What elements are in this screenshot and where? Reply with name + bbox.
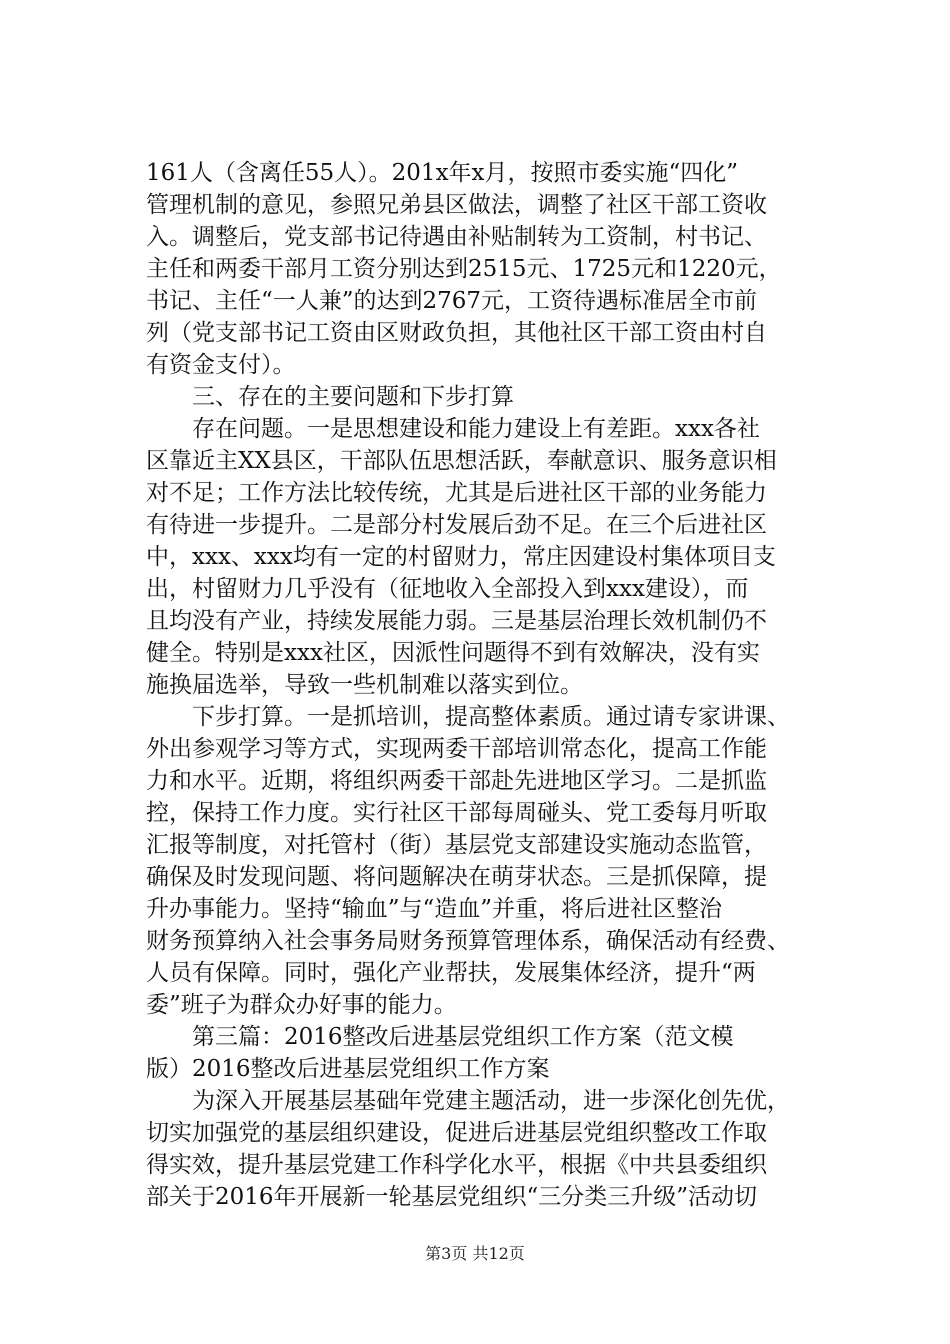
- text-line: 升办事能力。坚持“输血”与“造血”并重，将后进社区整治: [146, 896, 723, 922]
- text-line: 区靠近主XX县区，干部队伍思想活跃，奉献意识、服务意识相: [146, 448, 777, 474]
- text-line: 得实效，提升基层党建工作科学化水平，根据《中共县委组织: [146, 1152, 767, 1178]
- text-line: 存在问题。一是思想建设和能力建设上有差距。xxx各社: [146, 416, 760, 442]
- text-line: 书记、主任“一人兼”的达到2767元，工资待遇标准居全市前: [146, 288, 758, 314]
- text-line: 有待进一步提升。二是部分村发展后劲不足。在三个后进社区: [146, 512, 767, 538]
- text-line: 力和水平。近期，将组织两委干部赴先进地区学习。二是抓监: [146, 768, 767, 794]
- text-line: 管理机制的意见，参照兄弟县区做法，调整了社区干部工资收: [146, 192, 767, 218]
- text-line: 中，xxx、xxx均有一定的村留财力，常庄因建设村集体项目支: [146, 544, 776, 570]
- text-line: 版）2016整改后进基层党组织工作方案: [146, 1056, 550, 1082]
- text-line: 委”班子为群众办好事的能力。: [146, 992, 457, 1018]
- text-line: 控，保持工作力度。实行社区干部每周碰头、党工委每月听取: [146, 800, 767, 826]
- document-body: [146, 157, 836, 1213]
- text-line: 列（党支部书记工资由区财政负担，其他社区干部工资由村自: [146, 320, 767, 346]
- text-line: 第三篇：2016整改后进基层党组织工作方案（范文模: [146, 1024, 734, 1050]
- text-line: 对不足；工作方法比较传统，尤其是后进社区干部的业务能力: [146, 480, 767, 506]
- text-line: 出，村留财力几乎没有（征地收入全部投入到xxx建设），而: [146, 576, 749, 602]
- text-line: 主任和两委干部月工资分别达到2515元、1725元和1220元，: [146, 256, 782, 282]
- text-line: 部关于2016年开展新一轮基层党组织“三分类三升级”活动切: [146, 1184, 758, 1210]
- text-line: 施换届选举，导致一些机制难以落实到位。: [146, 672, 583, 698]
- text-line: 人员有保障。同时，强化产业帮扶，发展集体经济，提升“两: [146, 960, 756, 986]
- text-line: 下步打算。一是抓培训，提高整体素质。通过请专家讲课、: [146, 704, 790, 730]
- text-line: 为深入开展基层基础年党建主题活动，进一步深化创先优，: [146, 1088, 790, 1114]
- text-line: 财务预算纳入社会事务局财务预算管理体系，确保活动有经费、: [146, 928, 790, 954]
- page-footer: 第3页 共12页: [425, 1244, 525, 1263]
- text-line: 外出参观学习等方式，实现两委干部培训常态化，提高工作能: [146, 736, 767, 762]
- text-line: 健全。特别是xxx社区，因派性问题得不到有效解决，没有实: [146, 640, 760, 666]
- text-line: 汇报等制度，对托管村（街）基层党支部建设实施动态监管，: [146, 832, 767, 858]
- text-line: 161人（含离任55人）。201x年x月，按照市委实施“四化”: [146, 160, 739, 186]
- text-line: 有资金支付）。: [146, 352, 296, 378]
- text-line: 三、存在的主要问题和下步打算: [146, 384, 514, 410]
- text-line: 入。调整后，党支部书记待遇由补贴制转为工资制，村书记、: [146, 224, 767, 250]
- text-line: 切实加强党的基层组织建设，促进后进基层党组织整改工作取: [146, 1120, 767, 1146]
- text-line: 且均没有产业，持续发展能力弱。三是基层治理长效机制仍不: [146, 608, 767, 634]
- text-line: 确保及时发现问题、将问题解决在萌芽状态。三是抓保障，提: [146, 864, 767, 890]
